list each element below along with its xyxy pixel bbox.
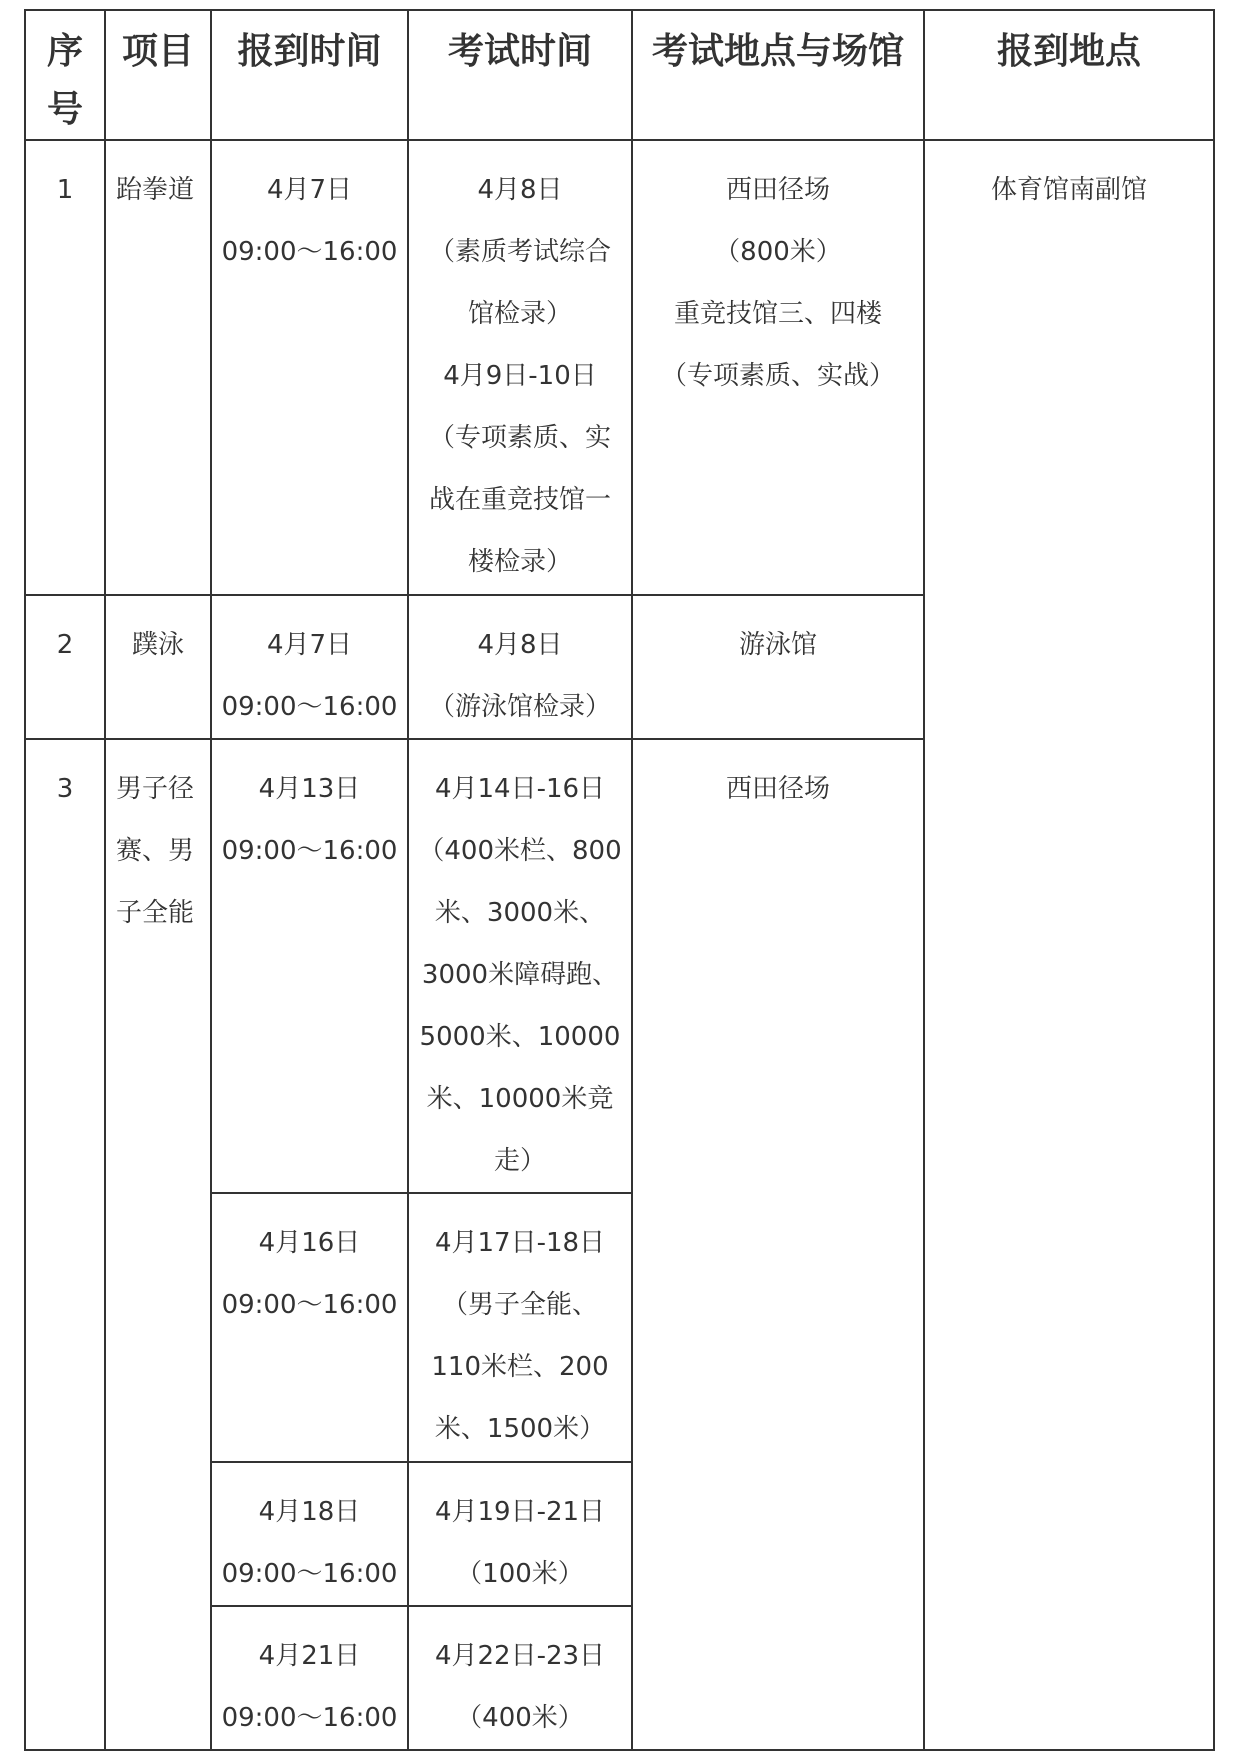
header-exam-venue: 考试地点与场馆 [632,10,924,140]
schedule-table [24,9,1215,1751]
venue-cell: 游泳馆 [632,595,924,739]
exam-time-cell: 4月17日-18日 （男子全能、 110米栏、200 米、1500米） [408,1193,632,1461]
header-exam-time: 考试时间 [408,10,632,140]
report-time-cell: 4月16日 09:00～16:00 [211,1193,408,1461]
item-name: 跆拳道 [105,140,211,595]
header-row [25,10,1214,140]
exam-time-cell: 4月19日-21日 （100米） [408,1462,632,1606]
exam-time-cell: 4月14日-16日 （400米栏、800 米、3000米、 3000米障碍跑、 5000米、10000 米、10000米竞 走） [408,739,632,1194]
report-time-cell: 4月18日 09:00～16:00 [211,1462,408,1606]
table-row [25,140,1214,595]
item-name: 蹼泳 [105,595,211,739]
exam-time-cell: 4月8日 （素质考试综合 馆检录） 4月9日-10日 （专项素质、实 战在重竞技馆一 楼检录） [408,140,632,595]
venue-cell: 西田径场 [632,739,924,1750]
row-number: 1 [25,140,105,595]
header-report-time: 报到时间 [211,10,408,140]
row-number: 2 [25,595,105,739]
header-item: 项目 [105,10,211,140]
exam-time-cell: 4月22日-23日 （400米） [408,1606,632,1750]
header-serial-number: 序 号 [25,10,105,140]
item-name: 男子径 赛、男 子全能 [105,739,211,1750]
exam-time-cell: 4月8日 （游泳馆检录） [408,595,632,739]
report-time-cell: 4月13日 09:00～16:00 [211,739,408,1194]
row-number: 3 [25,739,105,1750]
report-time-cell: 4月21日 09:00～16:00 [211,1606,408,1750]
header-report-place: 报到地点 [924,10,1214,140]
report-time-cell: 4月7日 09:00～16:00 [211,140,408,595]
venue-cell: 西田径场 （800米） 重竞技馆三、四楼 （专项素质、实战） [632,140,924,595]
report-place-cell: 体育馆南副馆 [924,140,1214,1750]
report-time-cell: 4月7日 09:00～16:00 [211,595,408,739]
